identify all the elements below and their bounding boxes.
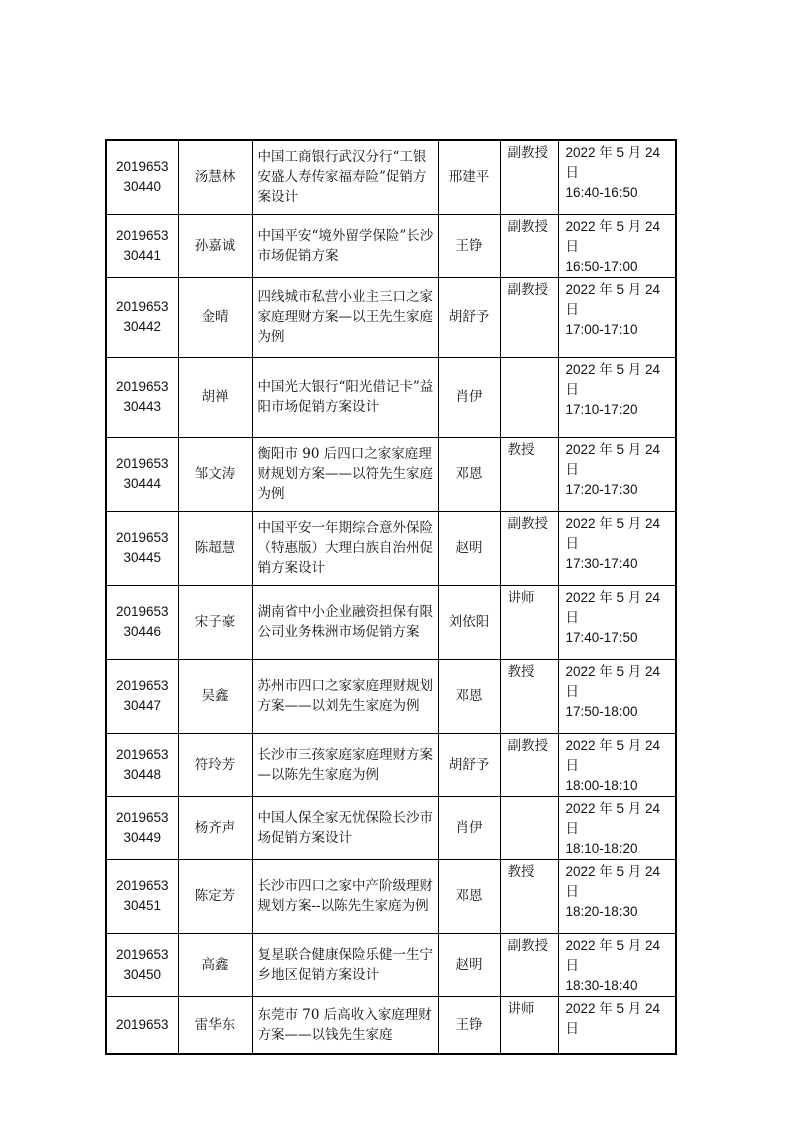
defense-time-cell [558,933,676,996]
student-id-part: 30442 [123,319,162,334]
student-id-part: 30449 [123,829,162,845]
advisor-rank-cell: 教授 [500,437,558,511]
table-row [106,140,676,214]
advisor-cell: 刘依阳 [438,585,500,659]
defense-time-part: 2022 年 5 月 24 日 [565,515,661,551]
advisor-rank-cell: 副教授 [500,733,558,796]
student-id-part: 2019653 [115,746,169,762]
student-id-part: 30446 [123,624,162,639]
advisor-rank-cell: 教授 [500,659,558,733]
table-row [106,437,676,511]
defense-time-part: 2022 年 5 月 24 日 [565,937,661,973]
table-row [106,357,676,437]
table-row [106,733,676,796]
advisor-cell: 王铮 [438,214,500,277]
student-id-part: 2019653 [115,1016,169,1032]
student-id-part: 2019653 [115,379,169,394]
student-id-cell [106,733,178,796]
student-id-cell [106,437,178,511]
advisor-rank-cell: 副教授 [500,511,558,585]
student-id-part: 30451 [123,898,162,913]
table-row [106,996,676,1054]
defense-time-part: 2022 年 5 月 24 日 [565,281,661,317]
student-id-part: 2019653 [115,227,169,243]
advisor-rank-cell: 副教授 [500,140,558,214]
thesis-title-cell: 中国人保全家无忧保险长沙市场促销方案设计 [252,796,438,859]
thesis-title-cell: 中国光大银行“阳光借记卡”益阳市场促销方案设计 [252,357,438,437]
advisor-rank-cell: 教授 [500,859,558,933]
advisor-rank-cell: 副教授 [500,933,558,996]
student-name-cell: 金晴 [178,277,252,357]
defense-time-part: 2022 年 5 月 24 日 [565,589,661,625]
student-id-part: 2019653 [115,159,169,175]
defense-time-cell [558,659,676,733]
advisor-cell: 肖伊 [438,796,500,859]
defense-time-part: 18:20-18:30 [565,903,638,919]
defense-time-part: 17:30-17:40 [565,555,638,571]
student-name-cell: 雷华东 [178,996,252,1054]
defense-time-part: 16:40-16:50 [565,185,638,200]
defense-time-cell [558,437,676,511]
student-name-cell: 汤慧林 [178,140,252,214]
student-name-cell: 吴鑫 [178,659,252,733]
student-id-part: 30441 [123,247,162,263]
advisor-cell: 邓恩 [438,659,500,733]
table-row [106,214,676,277]
student-id-cell [106,277,178,357]
student-id-part: 30448 [123,766,162,782]
advisor-cell: 胡舒予 [438,277,500,357]
defense-time-part: 2022 年 5 月 24 日 [565,800,661,836]
student-name-cell: 高鑫 [178,933,252,996]
student-id-part: 30443 [123,399,162,414]
thesis-title-cell: 复星联合健康保险乐健一生宁乡地区促销方案设计 [252,933,438,996]
defense-time-part: 17:50-18:00 [565,703,638,719]
defense-time-cell [558,357,676,437]
thesis-title-cell: 中国平安“境外留学保险”长沙市场促销方案 [252,214,438,277]
defense-time-cell [558,140,676,214]
student-id-part: 30447 [123,698,162,713]
student-id-part: 2019653 [115,604,169,619]
student-id-cell [106,796,178,859]
thesis-title-cell: 湖南省中小企业融资担保有限公司业务株洲市场促销方案 [252,585,438,659]
defense-time-cell [558,796,676,859]
defense-time-part: 2022 年 5 月 24 日 [565,441,661,477]
defense-time-part: 2022 年 5 月 24 日 [565,863,661,899]
thesis-title-cell: 中国平安一年期综合意外保险（特惠版）大理白族自治州促销方案设计 [252,511,438,585]
defense-time-cell [558,214,676,277]
student-name-cell: 符玲芳 [178,733,252,796]
table-row [106,859,676,933]
defense-time-part: 2022 年 5 月 24 日 [565,361,661,397]
student-id-cell [106,933,178,996]
student-id-cell [106,585,178,659]
defense-time-part: 2022 年 5 月 24 日 [565,218,661,254]
table-row [106,585,676,659]
advisor-rank-cell: 讲师 [500,585,558,659]
student-id-cell [106,859,178,933]
defense-time-part: 2022 年 5 月 24 日 [565,1000,661,1036]
student-name-cell: 胡禅 [178,357,252,437]
student-id-part: 30440 [123,179,162,195]
defense-time-cell [558,277,676,357]
defense-time-part: 17:20-17:30 [565,481,638,497]
defense-schedule-table [105,139,677,1055]
table-row [106,796,676,859]
thesis-title-cell: 苏州市四口之家家庭理财规划方案——以刘先生家庭为例 [252,659,438,733]
defense-time-part: 2022 年 5 月 24 日 [565,737,661,773]
student-id-cell [106,996,178,1054]
student-id-part: 2019653 [115,678,169,693]
advisor-cell: 赵明 [438,511,500,585]
advisor-rank-cell [500,357,558,437]
defense-time-cell [558,511,676,585]
student-id-part: 2019653 [115,530,169,545]
student-name-cell: 杨齐声 [178,796,252,859]
advisor-rank-cell: 副教授 [500,277,558,357]
defense-time-part: 17:40-17:50 [565,629,638,645]
advisor-cell: 邓恩 [438,859,500,933]
thesis-title-cell: 长沙市三孩家庭家庭理财方案—以陈先生家庭为例 [252,733,438,796]
defense-time-part: 18:10-18:20 [565,840,638,856]
defense-time-part: 17:00-17:10 [565,321,638,337]
defense-time-part: 18:00-18:10 [565,777,638,793]
student-name-cell: 陈超慧 [178,511,252,585]
defense-time-part: 2022 年 5 月 24 日 [565,663,661,699]
advisor-rank-cell [500,796,558,859]
student-id-cell [106,357,178,437]
defense-time-part: 16:50-17:00 [565,258,638,274]
defense-time-cell [558,585,676,659]
advisor-rank-cell: 副教授 [500,214,558,277]
thesis-title-cell: 衡阳市 90 后四口之家家庭理财规划方案——以符先生家庭为例 [252,437,438,511]
advisor-cell: 赵明 [438,933,500,996]
advisor-cell: 邓恩 [438,437,500,511]
student-id-part: 30444 [123,476,162,491]
advisor-cell: 王铮 [438,996,500,1054]
thesis-title-cell: 东莞市 70 后高收入家庭理财方案——以钱先生家庭 [252,996,438,1054]
student-id-part: 2019653 [115,878,169,893]
defense-time-part: 2022 年 5 月 24 日 [565,145,661,180]
table-row [106,659,676,733]
thesis-title-cell: 四线城市私营小业主三口之家家庭理财方案—以王先生家庭为例 [252,277,438,357]
student-id-cell [106,140,178,214]
defense-time-part: 18:30-18:40 [565,977,638,993]
table-row [106,277,676,357]
table-body [106,140,676,1054]
advisor-cell: 邢建平 [438,140,500,214]
student-name-cell: 邹文涛 [178,437,252,511]
student-id-part: 2019653 [115,456,169,471]
advisor-cell: 肖伊 [438,357,500,437]
table-row [106,933,676,996]
thesis-title-cell: 长沙市四口之家中产阶级理财规划方案--以陈先生家庭为例 [252,859,438,933]
student-id-part: 2019653 [115,946,169,962]
defense-time-part: 17:10-17:20 [565,401,638,417]
student-id-part: 2019653 [115,809,169,825]
defense-time-cell [558,859,676,933]
student-id-part: 30450 [123,966,162,982]
student-id-cell [106,659,178,733]
student-name-cell: 孙嘉诚 [178,214,252,277]
advisor-cell: 胡舒予 [438,733,500,796]
thesis-title-cell: 中国工商银行武汉分行“工银安盛人寿传家福寿险”促销方案设计 [252,140,438,214]
student-name-cell: 陈定芳 [178,859,252,933]
advisor-rank-cell: 讲师 [500,996,558,1054]
defense-time-cell [558,996,676,1054]
student-id-cell [106,511,178,585]
student-id-part: 30445 [123,550,162,565]
table-row [106,511,676,585]
student-id-cell [106,214,178,277]
student-name-cell: 宋子豪 [178,585,252,659]
student-id-part: 2019653 [115,299,169,314]
defense-time-cell [558,733,676,796]
